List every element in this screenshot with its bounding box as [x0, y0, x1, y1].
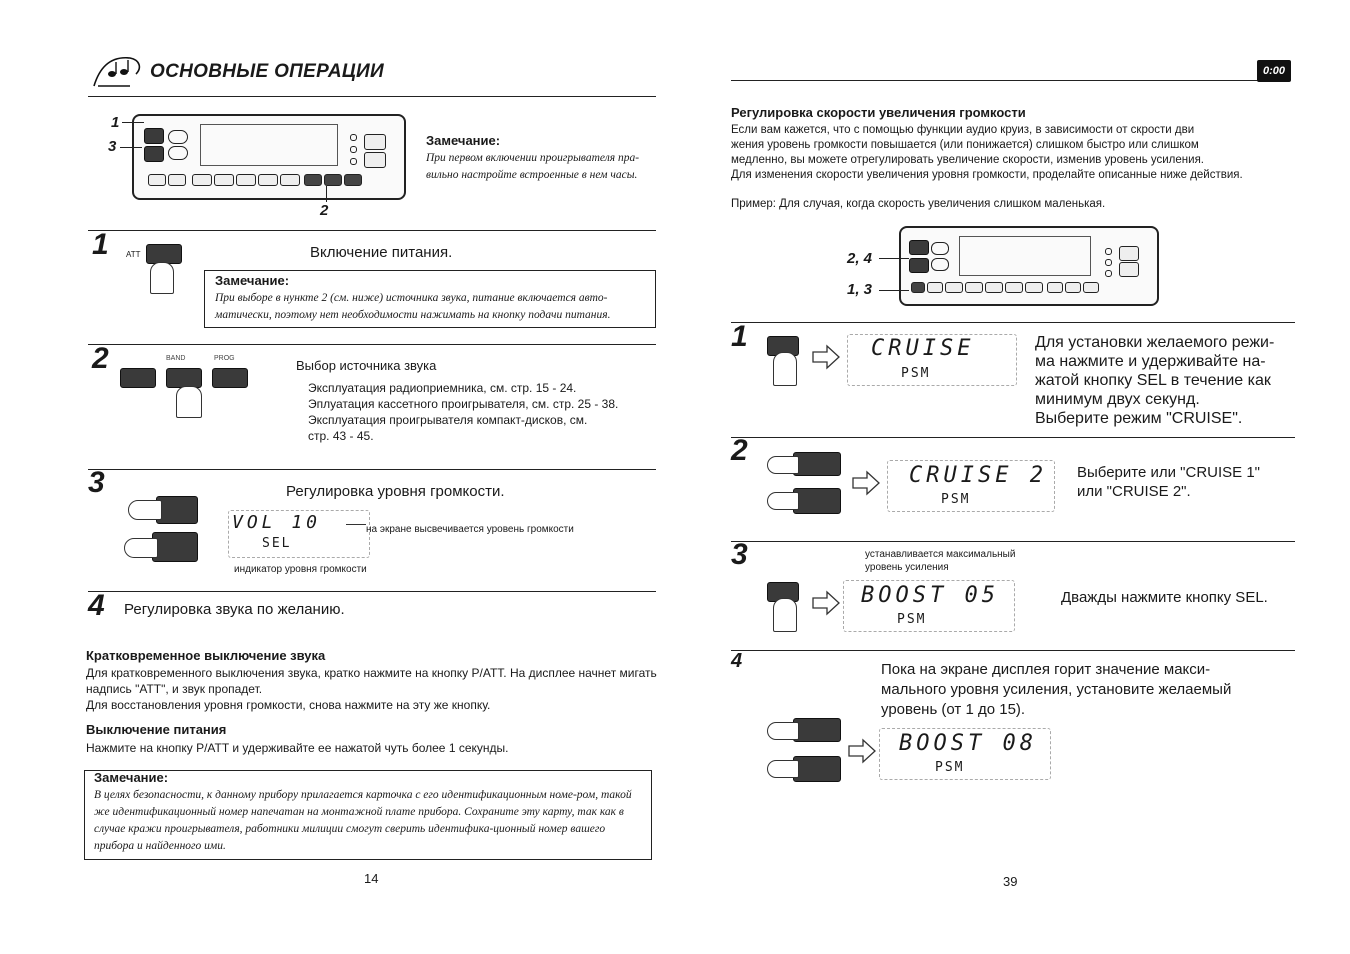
finger-icon: [128, 500, 162, 520]
rstep1-rule: [731, 322, 1295, 323]
rstep1-number: 1: [731, 320, 748, 353]
clock-icon: [1257, 60, 1291, 82]
finger-icon: [124, 538, 158, 558]
rstep2-number: 2: [731, 434, 748, 467]
step2-rule: [88, 344, 656, 345]
band-label: BAND: [166, 355, 186, 362]
callout-2: 2: [320, 202, 329, 219]
step2-title: Выбор источника звука: [296, 358, 437, 373]
rstep1-line-3: жатой кнопку SEL в течение как: [1035, 372, 1271, 389]
step2-number: 2: [92, 342, 109, 375]
callout-1: 1: [111, 114, 120, 131]
right-heading: Регулировка скорости увеличения громкости: [731, 105, 1026, 120]
header-rule-right: [731, 80, 1261, 81]
rstep2-line-2: или "CRUISE 2".: [1077, 483, 1191, 500]
notes-icon: [90, 52, 146, 92]
finger-icon: [773, 352, 797, 386]
rstep2-rule: [731, 437, 1295, 438]
rstep1-line-4: минимум двух секунд.: [1035, 391, 1200, 408]
cruise2-display-main: CRUISE 2: [909, 463, 1047, 488]
step3-rule: [88, 469, 656, 470]
page-number-left: 14: [364, 871, 379, 886]
note1-text: При первом включении проигрывателя пра-вильно настройте встроенные в нем часы.: [426, 152, 640, 181]
boost05-display-sub: PSM: [897, 612, 927, 627]
step1-rule: [88, 230, 656, 231]
volume-label-below: индикатор уровня громкости: [234, 564, 367, 575]
step2-line-3: Эксплуатация проигрывателя компакт-дисков, см.: [308, 413, 588, 427]
finger-icon: [767, 760, 799, 778]
rstep1-line-5: Выберите режим "CRUISE".: [1035, 410, 1243, 427]
callout-2-4: 2, 4: [847, 250, 873, 267]
volume-display-sub: SEL: [262, 536, 292, 551]
rstep4-number: 4: [731, 650, 743, 672]
finger-icon: [767, 722, 799, 740]
boost08-display-main: BOOST 08: [899, 731, 1037, 756]
rstep1-line-1: Для установки желаемого режи-: [1035, 334, 1275, 351]
step3-title: Регулировка уровня громкости.: [286, 483, 505, 500]
mute-text: Для кратковременного выключения звука, кратко нажмите на кнопку P/ATT. На дисплее начнет мигать надпись "ATT", и звук пропадет.: [86, 666, 657, 696]
boost05-display-main: BOOST 05: [861, 583, 999, 608]
arrow-right-icon: [811, 590, 841, 616]
step1-note-title: Замечание:: [215, 273, 290, 288]
band-button[interactable]: [166, 368, 202, 388]
finger-icon: [176, 386, 202, 418]
source-button-1[interactable]: [120, 368, 156, 388]
step3-number: 3: [88, 466, 105, 499]
poweroff-heading: Выключение питания: [86, 722, 227, 737]
finger-icon: [767, 492, 799, 510]
step2-line-2: Эплуатация кассетного проигрывателя, см. стр. 25 - 38.: [308, 397, 619, 411]
page-number-right: 39: [1003, 874, 1018, 889]
volume-display-main: VOL 10: [232, 512, 322, 533]
callout-3: 3: [108, 138, 117, 155]
rstep3-number: 3: [731, 538, 748, 571]
arrow-right-icon: [851, 470, 881, 496]
prog-button[interactable]: [212, 368, 248, 388]
radio-diagram-right: [885, 222, 1165, 306]
intro-line-1: Если вам кажется, что с помощью функции аудио круиз, в зависимости от скрости дви: [731, 124, 1195, 136]
arrow-right-icon: [847, 738, 877, 764]
finger-icon: [773, 598, 797, 632]
rstep1-line-2: ма нажмите и удерживайте на-: [1035, 353, 1266, 370]
step2-line-1: Эксплуатация радиоприемника, см. стр. 15 - 24.: [308, 381, 577, 395]
rstep4-line-2: мального уровня усиления, установите желаемый: [881, 681, 1232, 698]
right-page: [675, 0, 1350, 954]
mute-heading: Кратковременное выключение звука: [86, 648, 326, 663]
rstep4-rule: [731, 650, 1295, 651]
volume-label-right: на экране высвечивается уровень громкости: [366, 524, 574, 535]
finger-icon: [767, 456, 799, 474]
rstep4-line-1: Пока на экране дисплея горит значение макси-: [881, 661, 1211, 678]
finger-icon: [150, 262, 174, 294]
step1-number: 1: [92, 228, 109, 261]
rstep4-line-3: уровень (от 1 до 15).: [881, 701, 1026, 718]
up-button[interactable]: [793, 718, 841, 742]
att-button[interactable]: [146, 244, 182, 264]
intro-line-3: медленно, вы можете отрегулировать увеличение скорости, изменив уровень усиления.: [731, 154, 1204, 166]
step1-note-text: При выборе в нункте 2 (см. ниже) источника звука, питание включается авто-матически, поэтому нет необходимости нажимать на кнопку подачи питания.: [215, 292, 611, 321]
intro-line-4: Для изменения скорости увеличения уровня громкости, проделайте описанные ниже действия.: [731, 169, 1243, 181]
mute-text-2: Для восстановления уровня громкости, снова нажмите на эту же кнопку.: [86, 698, 491, 712]
step1-btn-label: ATT: [126, 250, 141, 259]
step2-line-4: стр. 43 - 45.: [308, 429, 374, 443]
volume-up-button[interactable]: [156, 496, 198, 524]
cruise2-display-sub: PSM: [941, 492, 971, 507]
cruise-display-sub: PSM: [901, 366, 931, 381]
step4-title: Регулировка звука по желанию.: [124, 601, 345, 618]
poweroff-text: Нажмите на кнопку P/ATT и удерживайте ее нажатой чуть более 1 секунды.: [86, 741, 509, 755]
step4-number: 4: [88, 589, 105, 622]
volume-down-button[interactable]: [152, 532, 198, 562]
header-rule: [88, 96, 656, 97]
boost08-display-sub: PSM: [935, 760, 965, 775]
step4-rule: [88, 591, 656, 592]
radio-diagram: [108, 108, 408, 208]
prog-label: PROG: [214, 355, 235, 362]
note3-title: Замечание:: [94, 770, 169, 785]
badge-text: 0:00: [1262, 65, 1286, 77]
down-button[interactable]: [793, 756, 841, 782]
section-title: ОСНОВНЫЕ ОПЕРАЦИИ: [150, 61, 384, 82]
example-text: Пример: Для случая, когда скорость увеличения слишком маленькая.: [731, 198, 1106, 210]
step1-title: Включение питания.: [310, 244, 453, 261]
down-button[interactable]: [793, 488, 841, 514]
intro-line-2: жения уровень громкости повышается (или понижается) слишком быстро или слишком: [731, 139, 1199, 151]
rstep3-text: Дважды нажмите кнопку SEL.: [1061, 589, 1268, 606]
rstep3-rule: [731, 541, 1295, 542]
up-button[interactable]: [793, 452, 841, 476]
note3-text: В целях безопасности, к данному прибору прилагается карточка с его идентификационным номе-ром, такой же идентификационный номер напечатан на монтажной плате прибора. Сохраните эту карту, так как в случае кражи проигрывателя, работники милиции смогут сверить идентифика-ционный номер вашего прибора и найденного ими.: [94, 789, 632, 852]
note1-title: Замечание:: [426, 133, 501, 148]
arrow-right-icon: [811, 344, 841, 370]
cruise-display-main: CRUISE: [871, 336, 975, 361]
boost-label: устанавливается максимальный уровень усиления: [865, 549, 1016, 573]
rstep2-line-1: Выберите или "CRUISE 1": [1077, 464, 1260, 481]
callout-1-3: 1, 3: [847, 281, 873, 298]
